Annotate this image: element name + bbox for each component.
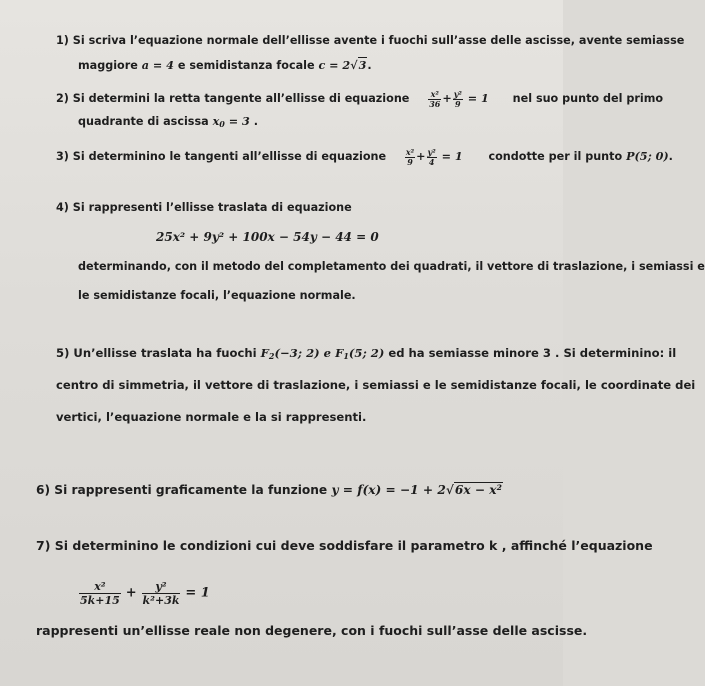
exercise-1-line-2	[78, 58, 372, 73]
exercise-2-line-2	[78, 114, 258, 129]
ex1-c-value: c = 2	[318, 58, 351, 72]
ex3-end: .	[668, 150, 673, 163]
exercise-3-line-1	[56, 146, 673, 167]
exercise-7-line-1: 7) Si determinino le condizioni cui deve soddisfare il parametro k , affinché l’equazione	[36, 538, 653, 553]
exercise-7-line-2: rappresenti un’ellisse reale non degenere, con i fuochi sull’asse delle ascisse.	[36, 623, 588, 638]
ex2-frac-x-den: 36	[429, 98, 441, 109]
ex3-plus: +	[416, 149, 426, 163]
ex2-text-b: nel suo punto del primo	[512, 92, 664, 105]
ex2-frac-y	[453, 90, 463, 109]
exercise-4-equation: 25x² + 9y² + 100x − 54y − 44 = 0	[156, 230, 379, 244]
ex5-f1-sub: 1	[343, 351, 349, 361]
ex2-frac-y-den: 9	[455, 98, 461, 109]
ex2-x0-val: = 3	[224, 114, 250, 128]
ex3-frac-x-num: x²	[405, 146, 415, 157]
ex5-f2-val: (−3; 2)	[274, 346, 320, 360]
ex3-text-a: 3) Si determinino le tangenti all’ellisse di equazione	[56, 150, 387, 163]
exercise-6-line	[36, 483, 503, 497]
ex1-a-value: a = 4	[141, 58, 174, 72]
ex2-x0-sub: 0	[219, 119, 225, 129]
ex2-text-a: 2) Si determini la retta tangente all’ellisse di equazione	[56, 92, 410, 105]
ex7-frac-x	[79, 580, 121, 607]
ex3-frac-x-den: 9	[407, 156, 413, 167]
ex3-eq-one: = 1	[441, 149, 463, 163]
ex2-end: .	[253, 115, 258, 128]
ex7-frac-y-num: y²	[142, 580, 181, 594]
ex2-frac-x	[428, 90, 441, 109]
exercise-4-line-2: determinando, con il metodo del completamento dei quadrati, il vettore di traslazione, i semiassi e	[78, 260, 705, 273]
exercise-5-line-1	[56, 346, 676, 360]
ex7-frac-y-den: k²+3k	[142, 594, 180, 607]
ex1-text-a: maggiore	[78, 59, 142, 72]
ex2-text-c: quadrante di ascissa	[78, 115, 213, 128]
ex5-focus-1	[335, 346, 384, 360]
ex7-frac-y	[142, 580, 181, 607]
ex3-frac-y-num: y²	[427, 146, 436, 157]
ex2-frac-x-num: x²	[428, 90, 441, 100]
ex1-sqrt: √3	[350, 58, 367, 72]
ex1-sqrt-arg: 3	[358, 58, 367, 72]
ex1-end: .	[367, 59, 372, 72]
ex7-eq-one: = 1	[185, 585, 210, 601]
ex7-frac-x-den: 5k+15	[80, 594, 120, 607]
ex3-frac-y-den: 4	[428, 156, 435, 167]
exercise-4-line-3: le semidistanze focali, l’equazione normale.	[78, 289, 356, 302]
ex5-f1-val: (5; 2)	[348, 346, 385, 360]
exercise-7-equation	[78, 580, 210, 607]
exercise-2-line-1	[56, 88, 663, 109]
ex7-frac-x-num: x²	[79, 580, 121, 594]
ex6-text: 6) Si rappresenti graficamente la funzione	[36, 483, 332, 497]
ex5-text-a: 5) Un’ellisse traslata ha fuochi	[56, 346, 261, 360]
ex2-plus: +	[442, 91, 452, 105]
ex6-function: y = f(x) = −1 + 2	[331, 483, 446, 497]
ex3-text-b: condotte per il punto	[488, 150, 627, 163]
ex3-frac-x	[405, 148, 415, 167]
ex2-x0	[213, 114, 250, 128]
ex7-plus: +	[125, 585, 137, 601]
ex6-sqrt-arg: 6x − x²	[454, 483, 502, 497]
exercise-1-line-1: 1) Si scriva l’equazione normale dell’ellisse avente i fuochi sull’asse delle ascisse, avente semiasse	[56, 34, 685, 47]
exercise-5-line-2: centro di simmetria, il vettore di traslazione, i semiassi e le semidistanze focali, le coordinate dei	[56, 378, 696, 392]
ex5-f2-sub: 2	[268, 351, 275, 361]
ex2-frac-y-num: y²	[453, 88, 462, 99]
ex1-text-b: e semidistanza focale	[173, 59, 319, 72]
ex3-point: P(5; 0)	[626, 149, 669, 163]
ex5-conj: e	[319, 346, 336, 360]
ex6-sqrt: √6x − x²	[445, 483, 502, 497]
ex2-eq-one: = 1	[467, 91, 489, 105]
ex5-text-b: ed ha semiasse minore 3 . Si determinino: il	[384, 346, 677, 360]
ex5-f1: F	[335, 346, 344, 360]
ex5-f2: F	[260, 346, 269, 360]
exercise-5-line-3: vertici, l’equazione normale e la si rappresenti.	[56, 410, 367, 424]
ex5-focus-2	[261, 346, 320, 360]
exercise-4-line-1: 4) Si rappresenti l’ellisse traslata di equazione	[56, 201, 352, 214]
ex2-x0-var: x	[212, 114, 220, 128]
ex3-frac-y	[427, 148, 437, 167]
